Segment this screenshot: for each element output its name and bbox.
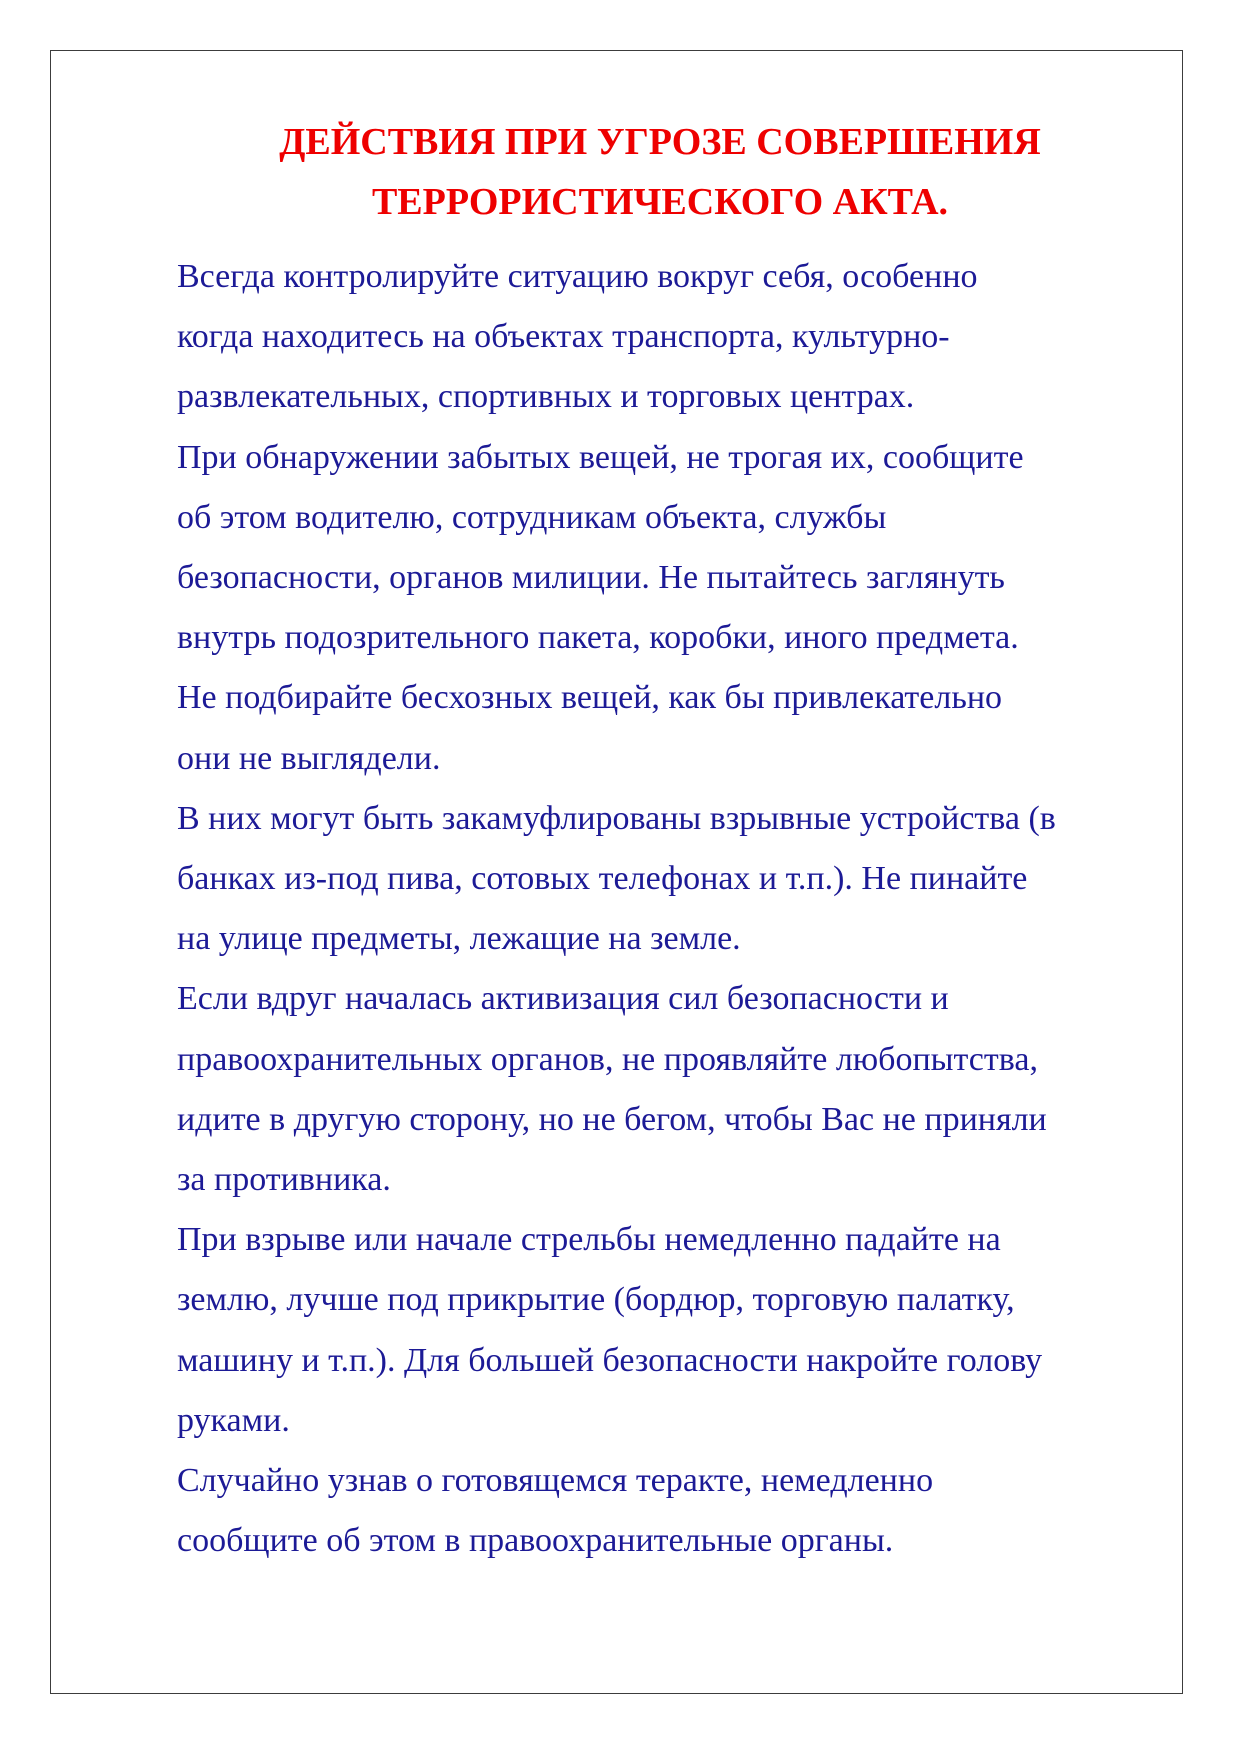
body-line: на улице предметы, лежащие на земле. bbox=[177, 920, 741, 958]
body-line: они не выглядели. bbox=[177, 739, 441, 777]
body-line: При взрыве или начале стрельбы немедленно падайте на bbox=[177, 1221, 1001, 1259]
body-line: Случайно узнав о готовящемся теракте, немедленно bbox=[177, 1462, 934, 1500]
body-line: землю, лучше под прикрытие (бордюр, торговую палатку, bbox=[177, 1281, 1015, 1319]
body-line: внутрь подозрительного пакета, коробки, иного предмета. bbox=[177, 619, 1019, 657]
body-line: Не подбирайте бесхозных вещей, как бы привлекательно bbox=[177, 679, 1003, 717]
body-line: идите в другую сторону, но не бегом, чтобы Вас не приняли bbox=[177, 1100, 1047, 1138]
document-body bbox=[177, 247, 1167, 1571]
body-line: за противника. bbox=[177, 1161, 391, 1199]
title-line: ДЕЙСТВИЯ ПРИ УГРОЗЕ СОВЕРШЕНИЯ bbox=[279, 121, 1041, 163]
title-line: ТЕРРОРИСТИЧЕСКОГО АКТА. bbox=[371, 181, 949, 223]
body-line: об этом водителю, сотрудникам объекта, службы bbox=[177, 498, 887, 536]
body-line: правоохранительных органов, не проявляйте любопытства, bbox=[177, 1040, 1038, 1078]
body-line: В них могут быть закамуфлированы взрывные устройства (в bbox=[177, 799, 1056, 837]
body-line: машину и т.п.). Для большей безопасности накройте голову bbox=[177, 1341, 1043, 1379]
body-line: когда находитесь на объектах транспорта, культурно- bbox=[177, 318, 950, 356]
body-line: сообщите об этом в правоохранительные органы. bbox=[177, 1522, 894, 1560]
body-line: банках из-под пива, сотовых телефонах и т.п.). Не пинайте bbox=[177, 860, 1028, 898]
body-line: руками. bbox=[177, 1401, 290, 1439]
body-line: Всегда контролируйте ситуацию вокруг себя, особенно bbox=[177, 258, 978, 295]
document-title bbox=[160, 112, 1160, 232]
body-line: развлекательных, спортивных и торговых центрах. bbox=[177, 378, 915, 416]
body-line: При обнаружении забытых вещей, не трогая их, сообщите bbox=[177, 438, 1024, 476]
body-line: Если вдруг началась активизация сил безопасности и bbox=[177, 980, 949, 1018]
body-line: безопасности, органов милиции. Не пытайтесь заглянуть bbox=[177, 559, 1005, 597]
